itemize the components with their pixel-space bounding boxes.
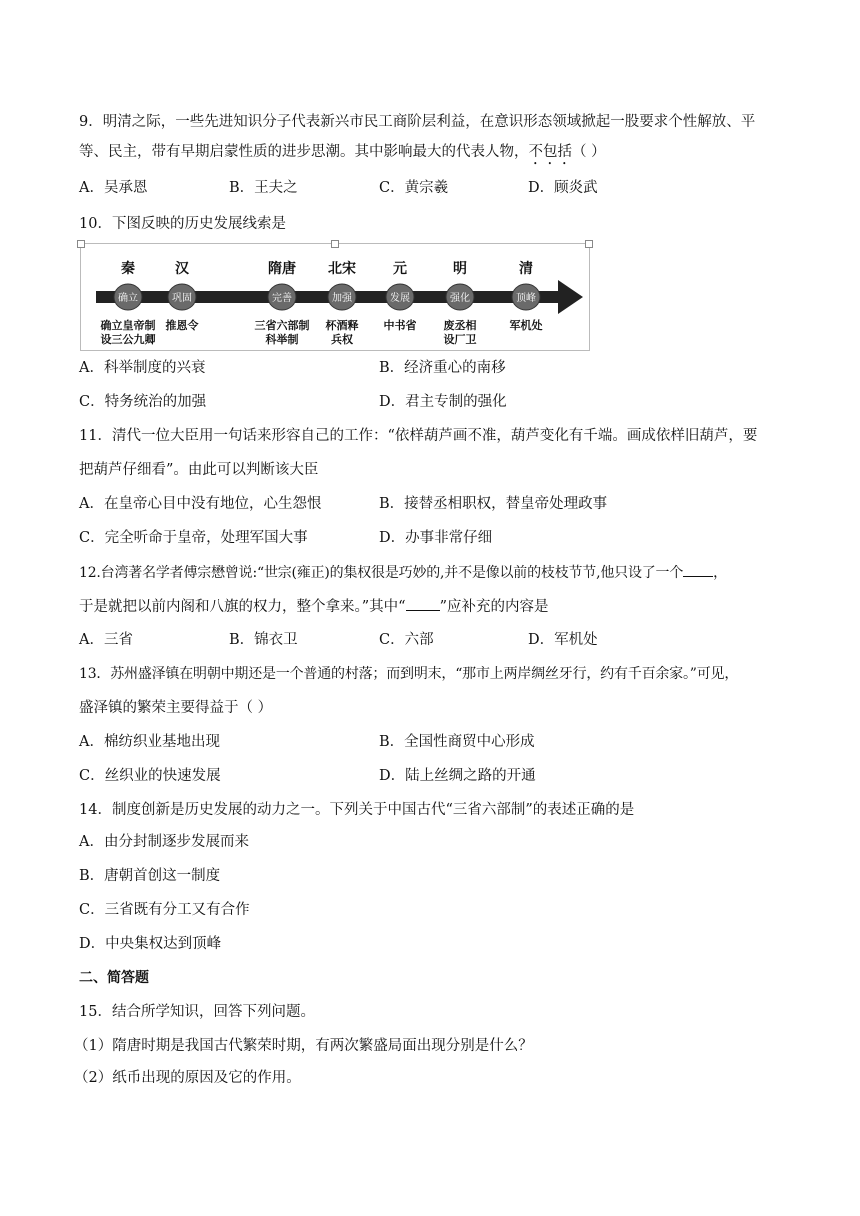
q10-option-c[interactable]: C．特务统治的加强	[79, 394, 207, 410]
q9-option-c[interactable]: C．黄宗羲	[379, 180, 449, 196]
q15-sub2: （2）纸币出现的原因及它的作用。	[74, 1070, 301, 1086]
timeline-node-note: 设三公九卿	[100, 333, 156, 346]
timeline-node-note: 杯酒释	[325, 319, 359, 332]
timeline-node-note: 科举制	[265, 333, 299, 346]
q11-option-b[interactable]: B．接替丞相职权，替皇帝处理政事	[379, 496, 608, 512]
q10-option-d[interactable]: D．君主专制的强化	[379, 394, 507, 410]
q9-stem-text: 等、民主，带有早期启蒙性质的进步思潮。其中影响最大的代表人物，	[79, 144, 529, 160]
timeline-node-keyword: 顶峰	[516, 293, 536, 304]
timeline-node-note: 兵权	[331, 333, 353, 346]
q13-option-a[interactable]: A．棉纺织业基地出现	[79, 734, 220, 750]
q14-option-a[interactable]: A．由分封制逐步发展而来	[79, 834, 249, 850]
q13-stem-line1: 13．苏州盛泽镇在明朝中期还是一个普通的村落；而到明末，“那市上两岸绸丝牙行，约有千百余家。”可见，	[79, 666, 739, 682]
q13-stem-line2: 盛泽镇的繁荣主要得益于（ ）	[79, 700, 273, 716]
q14-stem: 14．制度创新是历史发展的动力之一。下列关于中国古代“三省六部制”的表述正确的是	[79, 802, 635, 818]
q10-option-b[interactable]: B．经济重心的南移	[379, 360, 506, 376]
timeline-dynasty-label: 隋唐	[268, 261, 296, 277]
q9-stem-line2	[79, 142, 606, 168]
q12-text-a: 12.台湾著名学者傅宗懋曾说:“世宗(雍正)的集权很是巧妙的,并不是像以前的枝枝节节,他只设了一个	[79, 565, 684, 581]
q12-option-a[interactable]: A．三省	[79, 632, 133, 648]
timeline-dynasty-label: 清	[519, 261, 533, 277]
q13-option-c[interactable]: C．丝织业的快速发展	[79, 768, 221, 784]
q15-sub1: （1）隋唐时期是我国古代繁荣时期，有两次繁盛局面出现分别是什么？	[74, 1038, 533, 1054]
timeline-dynasty-label: 汉	[175, 261, 189, 277]
timeline-node-note: 推恩令	[165, 319, 199, 332]
timeline-dynasty-label: 秦	[121, 261, 135, 277]
timeline-figure	[80, 240, 590, 352]
timeline-node-note: 确立皇帝制	[100, 319, 156, 332]
q11-option-d[interactable]: D．办事非常仔细	[379, 530, 493, 546]
q12-text-d: ”应补充的内容是	[439, 599, 549, 615]
q15-stem: 15．结合所学知识，回答下列问题。	[79, 1004, 315, 1020]
q12-text-c: 于是就把以前内阁和八旗的权力，整个拿来。”其中“	[79, 599, 406, 615]
q12-stem-line1	[79, 562, 727, 583]
q10-stem: 10．下图反映的历史发展线索是	[79, 216, 286, 232]
timeline-node-note: 三省六部制	[254, 319, 310, 332]
q11-stem-line1: 11．清代一位大臣用一句话来形容自己的工作：“依样葫芦画不准，葫芦变化有千端。画成依样旧葫芦，要	[79, 428, 758, 444]
timeline-node-keyword: 强化	[450, 293, 470, 304]
timeline-dynasty-label: 元	[393, 261, 407, 277]
q12-option-c[interactable]: C．六部	[379, 632, 434, 648]
timeline-node-keyword: 加强	[332, 293, 352, 304]
q12-blank-1	[683, 562, 713, 577]
q14-option-b[interactable]: B．唐朝首创这一制度	[79, 868, 221, 884]
q12-stem-line2	[79, 596, 549, 617]
timeline-node-note: 废丞相	[443, 319, 477, 332]
section-heading: 二、简答题	[79, 970, 149, 986]
q10-option-a[interactable]: A．科举制度的兴衰	[79, 360, 206, 376]
q12-text-b: ，	[713, 565, 727, 581]
q11-stem-line2: 把葫芦仔细看”。由此可以判断该大臣	[79, 462, 319, 478]
timeline-node-keyword: 确立	[118, 293, 138, 304]
q13-option-b[interactable]: B．全国性商贸中心形成	[379, 734, 535, 750]
timeline-node-keyword: 发展	[390, 293, 410, 304]
timeline-arrow-head	[558, 280, 583, 314]
timeline-node-note: 设厂卫	[443, 333, 477, 346]
q9-option-b[interactable]: B．王夫之	[229, 180, 298, 196]
q11-option-c[interactable]: C．完全听命于皇帝，处理军国大事	[79, 530, 308, 546]
q12-option-b[interactable]: B．锦衣卫	[229, 632, 298, 648]
q9-paren: （ ）	[572, 144, 606, 160]
q9-stem-line1: 9．明清之际，一些先进知识分子代表新兴市民工商阶层利益，在意识形态领域掀起一股要求个性解放、平	[79, 114, 756, 130]
timeline-dynasty-label: 明	[453, 261, 467, 277]
q12-blank-2	[406, 596, 440, 611]
q13-option-d[interactable]: D．陆上丝绸之路的开通	[379, 768, 536, 784]
q12-option-d[interactable]: D．军机处	[528, 632, 598, 648]
q9-option-a[interactable]: A．吴承恩	[79, 180, 148, 196]
q14-option-c[interactable]: C．三省既有分工又有合作	[79, 902, 250, 918]
timeline-node-keyword: 完善	[272, 293, 292, 304]
q9-emphasis: 不包括	[528, 144, 572, 160]
q9-option-d[interactable]: D．顾炎武	[528, 180, 598, 196]
timeline-dynasty-label: 北宋	[328, 261, 356, 277]
timeline-node-keyword: 巩固	[172, 293, 192, 304]
timeline-node-note: 军机处	[509, 319, 543, 332]
q14-option-d[interactable]: D．中央集权达到顶峰	[79, 936, 222, 952]
timeline-node-note: 中书省	[383, 319, 417, 332]
q11-option-a[interactable]: A．在皇帝心目中没有地位，心生怨恨	[79, 496, 322, 512]
